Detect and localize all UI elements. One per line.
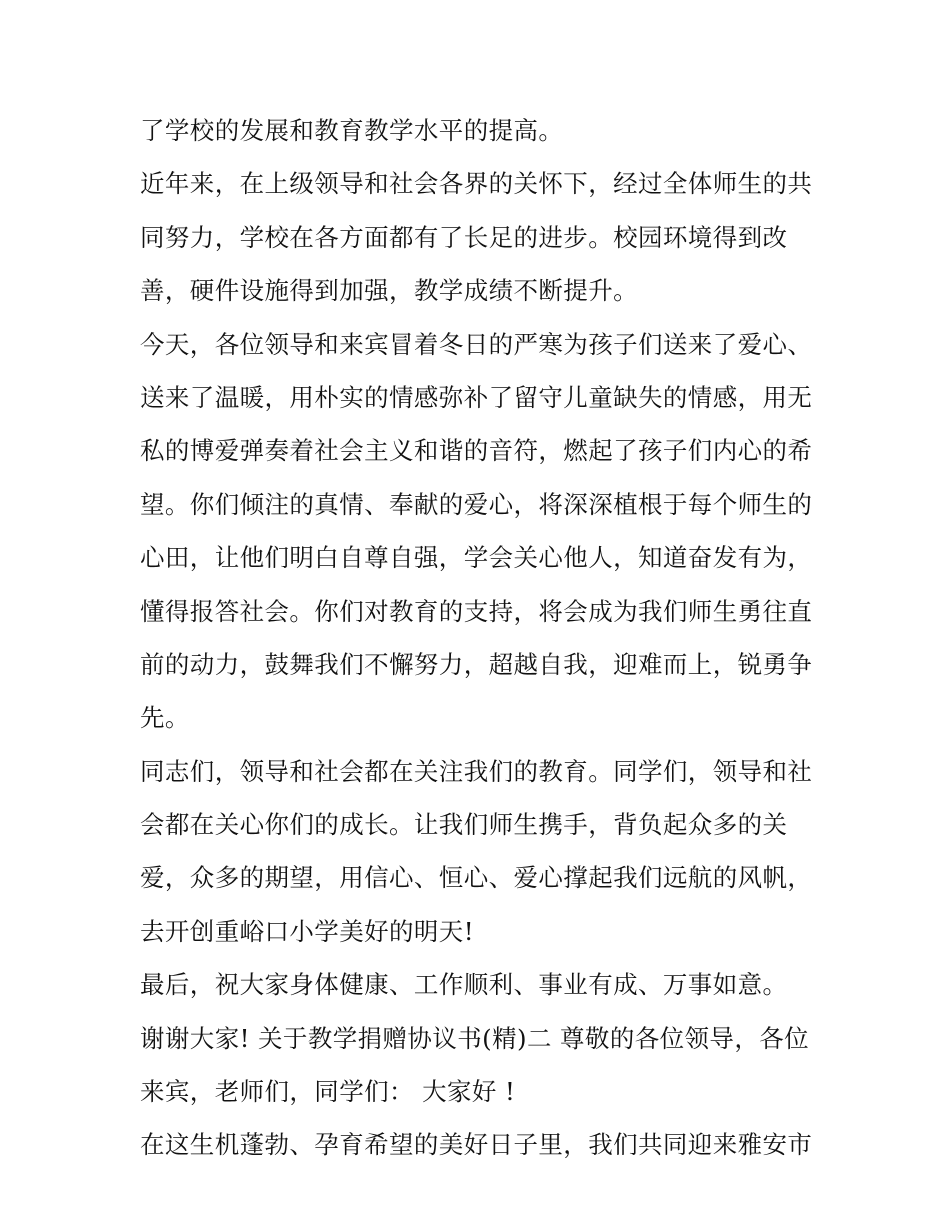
text-line: 送来了温暖，用朴实的情感弥补了留守儿童缺失的情感，用无 <box>140 382 813 412</box>
text-line: 先。 <box>140 703 190 733</box>
text-line: 懂得报答社会。你们对教育的支持，将会成为我们师生勇往直 <box>140 596 813 626</box>
text-line: 私的博爱弹奏着社会主义和谐的音符，燃起了孩子们内心的希 <box>140 436 813 466</box>
text-line: 前的动力，鼓舞我们不懈努力，超越自我，迎难而上，锐勇争 <box>140 649 813 679</box>
text-line: 来宾，老师们，同学们： 大家好 ! <box>140 1077 516 1107</box>
text-line: 善，硬件设施得到加强，教学成绩不断提升。 <box>140 276 638 306</box>
text-line: 同努力，学校在各方面都有了长足的进步。校园环境得到改 <box>140 222 788 252</box>
text-line: 去开创重峪口小学美好的明天! <box>140 916 474 946</box>
text-line: 同志们，领导和社会都在关注我们的教育。同学们，领导和社 <box>140 756 813 786</box>
text-line: 最后，祝大家身体健康、工作顺利、事业有成、万事如意。 <box>140 970 788 1000</box>
text-line: 心田，让他们明白自尊自强，学会关心他人，知道奋发有为， <box>140 543 813 573</box>
body-text <box>140 104 820 1172</box>
text-line: 今天，各位领导和来宾冒着冬日的严寒为孩子们送来了爱心、 <box>140 329 813 359</box>
text-line: 在这生机蓬勃、孕育希望的美好日子里，我们共同迎来雅安市 <box>140 1130 813 1160</box>
text-line: 了学校的发展和教育教学水平的提高。 <box>140 116 564 145</box>
text-line: 谢谢大家! 关于教学捐赠协议书(精)二 尊敬的各位领导，各位 <box>140 1023 810 1053</box>
text-line: 望。你们倾注的真情、奉献的爱心，将深深植根于每个师生的 <box>140 489 813 519</box>
text-line: 爱，众多的期望，用信心、恒心、爱心撑起我们远航的风帆， <box>140 863 813 893</box>
text-line: 会都在关心你们的成长。让我们师生携手，背负起众多的关 <box>140 810 788 840</box>
text-line: 近年来，在上级领导和社会各界的关怀下，经过全体师生的共 <box>140 169 813 199</box>
